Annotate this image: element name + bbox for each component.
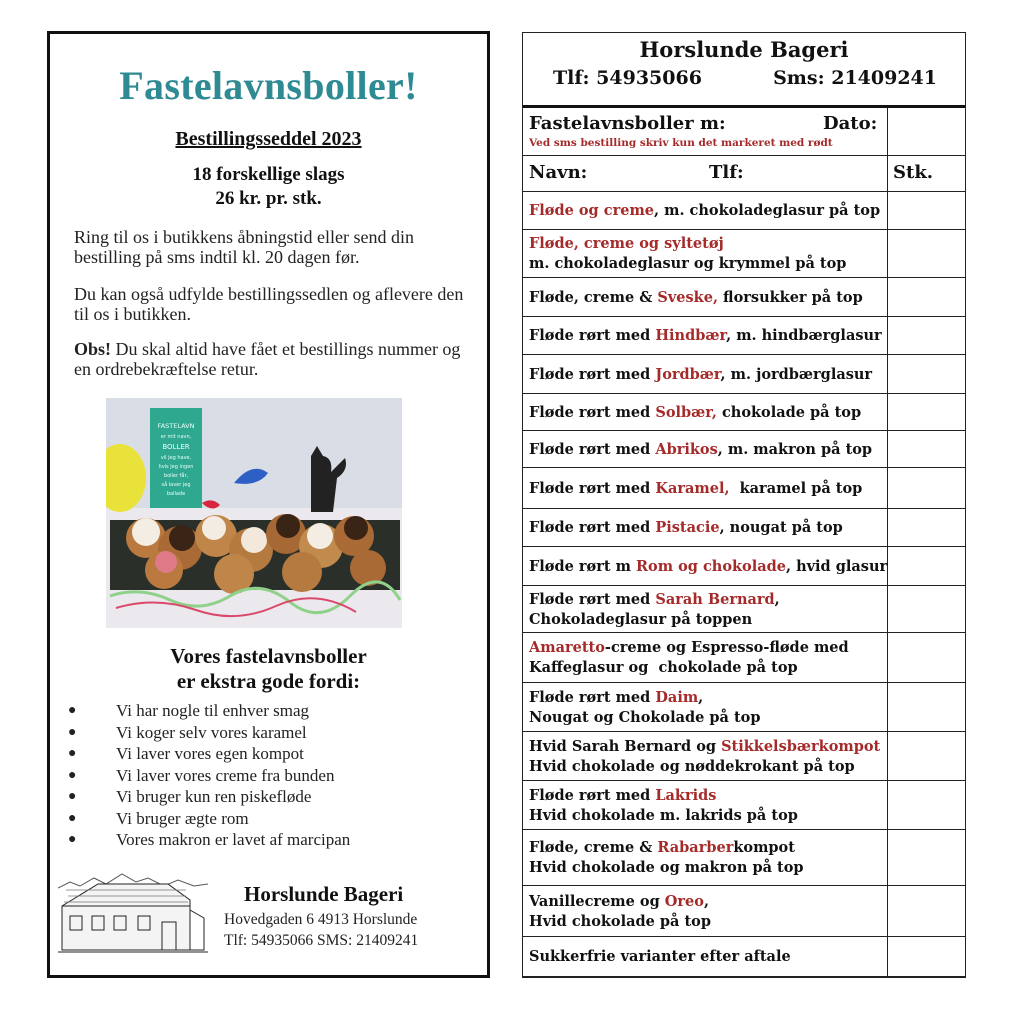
form-shop-name: Horslunde Bageri xyxy=(639,37,849,62)
bullet-icon: ● xyxy=(68,767,77,783)
photo-sign-line: så laver jeg xyxy=(161,482,191,488)
item-description xyxy=(529,737,883,777)
item-description xyxy=(529,892,883,932)
order-form xyxy=(522,32,966,978)
list-item xyxy=(68,808,350,830)
item-text: , xyxy=(703,893,710,910)
item-line xyxy=(529,806,883,826)
reason-text: Vores makron er lavet af marcipan xyxy=(116,830,351,849)
item-text: Fløde rørt med xyxy=(529,591,656,608)
item-text: , xyxy=(698,689,704,706)
list-item xyxy=(523,278,965,317)
variety-count: 18 forskellige slags xyxy=(192,164,345,185)
list-item xyxy=(523,431,965,468)
pastry-photo-illustration xyxy=(106,398,402,628)
photo-sign-line: hvis jeg ingen xyxy=(158,464,194,470)
reasons-heading-line-2: er ekstra gode fordi: xyxy=(176,669,361,693)
item-text: Nougat og Chokolade på top xyxy=(529,709,761,726)
item-text: Fløde rørt m xyxy=(529,558,636,575)
column-header-row xyxy=(523,156,965,192)
shop-address: Hovedgaden 6 4913 Horslunde xyxy=(224,911,418,928)
reason-text: Vi laver vores egen kompot xyxy=(116,744,304,763)
list-item xyxy=(523,317,965,355)
item-description xyxy=(529,479,883,499)
item-line xyxy=(529,479,883,499)
item-line xyxy=(529,688,883,708)
list-item xyxy=(68,700,350,722)
item-line xyxy=(529,234,883,254)
item-description xyxy=(529,638,883,678)
phone-label: Tlf: xyxy=(709,162,744,183)
flavor-highlight: Rabarber xyxy=(657,839,734,856)
reasons-heading-line-1: Vores fastelavnsboller xyxy=(170,644,367,668)
reason-text: Vi koger selv vores karamel xyxy=(116,722,307,742)
item-line xyxy=(529,254,883,274)
item-text: m. chokoladeglasur og krymmel på top xyxy=(529,255,847,272)
date-label: Dato: xyxy=(823,113,878,134)
item-description xyxy=(529,838,883,878)
flavor-highlight: Rom og chokolade xyxy=(635,558,786,575)
photo-sign-line: ballade xyxy=(166,491,186,497)
item-line xyxy=(529,786,883,806)
item-description xyxy=(529,403,883,423)
item-text: Sukkerfrie varianter efter aftale xyxy=(529,948,791,965)
reason-text: Vi bruger kun ren piskefløde xyxy=(116,787,312,806)
item-text: Fløde rørt med xyxy=(529,787,656,804)
item-text: , m. jordbærglasur xyxy=(720,366,873,383)
item-line xyxy=(529,288,883,308)
quantity-label: Stk. xyxy=(893,162,934,183)
item-line xyxy=(529,757,883,777)
flavor-highlight: Stikkelsbærkompot xyxy=(721,738,881,755)
bakery-sketch xyxy=(58,866,208,956)
item-description xyxy=(529,688,883,728)
item-description xyxy=(529,201,883,221)
item-line xyxy=(529,638,883,658)
list-item xyxy=(523,192,965,230)
obs-label: Obs! xyxy=(74,339,112,359)
list-item xyxy=(523,547,965,586)
item-description xyxy=(529,947,883,967)
item-line xyxy=(529,403,883,423)
item-line xyxy=(529,610,883,630)
order-header-label: Fastelavnsboller m: xyxy=(529,113,726,134)
pastry-photo xyxy=(106,398,402,628)
list-item xyxy=(523,683,965,732)
item-text: , m. chokoladeglasur på top xyxy=(654,202,881,219)
flavor-highlight: Amaretto xyxy=(529,639,605,656)
reason-text: Vi har nogle til enhver smag xyxy=(116,701,310,720)
item-text: Kaffeglasur og chokolade på top xyxy=(529,659,798,676)
list-item xyxy=(523,937,965,977)
item-description xyxy=(529,234,883,274)
flyer-panel xyxy=(47,31,490,978)
list-item xyxy=(523,509,965,547)
item-line xyxy=(529,557,888,577)
item-description xyxy=(529,326,883,346)
item-text: , xyxy=(774,591,780,608)
item-line xyxy=(529,518,883,538)
item-text: Fløde rørt med xyxy=(529,327,656,344)
name-label: Navn: xyxy=(529,162,588,183)
item-text: , m. hindbærglasur xyxy=(726,327,882,344)
sms-note: Ved sms bestilling skriv kun det markeret med rødt xyxy=(529,137,833,149)
shop-contact: Tlf: 54935066 SMS: 21409241 xyxy=(224,932,419,949)
item-text: Fløde rørt med xyxy=(529,689,656,706)
item-text: Fløde rørt med xyxy=(529,519,656,536)
flavor-highlight: Daim xyxy=(655,689,699,706)
flavor-highlight: Fløde og creme xyxy=(529,202,655,219)
item-line xyxy=(529,658,883,678)
item-text: karamel på top xyxy=(729,480,863,497)
item-text: Vanillecreme og xyxy=(529,893,665,910)
item-text: Hvid chokolade og nøddekrokant på top xyxy=(529,758,855,775)
list-item xyxy=(523,830,965,886)
item-text: -creme og Espresso-fløde med xyxy=(604,639,849,656)
reason-text: Vi bruger ægte rom xyxy=(116,808,249,828)
item-text: Fløde rørt med xyxy=(529,480,656,497)
item-text: Chokoladeglasur på toppen xyxy=(529,611,753,628)
item-text: , hvid glasur xyxy=(785,558,888,575)
item-line xyxy=(529,201,883,221)
flyer-title: Fastelavnsboller! xyxy=(119,63,418,108)
form-sms: Sms: 21409241 xyxy=(773,67,937,89)
list-item xyxy=(68,829,350,851)
item-text: , nougat på top xyxy=(719,519,843,536)
item-line xyxy=(529,737,883,757)
flavor-highlight: Karamel, xyxy=(655,480,730,497)
list-item xyxy=(523,732,965,781)
item-text: , m. makron på top xyxy=(717,441,873,458)
item-description xyxy=(529,518,883,538)
form-header xyxy=(523,33,965,108)
list-item xyxy=(68,765,350,787)
list-item xyxy=(523,781,965,830)
item-line xyxy=(529,590,883,610)
ordering-instructions: Ring til os i butikkens åbningstid eller send din bestilling på sms indtil kl. 20 dagen før. xyxy=(74,227,414,267)
item-text: Fløde rørt med xyxy=(529,366,656,383)
item-text: chokolade på top xyxy=(716,404,862,421)
flavor-highlight: Lakrids xyxy=(655,787,717,804)
bullet-icon: ● xyxy=(68,810,77,826)
flavor-highlight: Hindbær xyxy=(655,327,727,344)
item-description xyxy=(529,440,883,460)
flavor-highlight: Pistacie xyxy=(655,519,720,536)
reasons-heading xyxy=(50,644,487,694)
item-text: florsukker på top xyxy=(718,289,863,306)
item-description xyxy=(529,288,883,308)
reason-text: Vi laver vores creme fra bunden xyxy=(116,765,335,785)
bullet-icon: ● xyxy=(68,789,77,804)
bullet-icon: ● xyxy=(68,746,77,761)
item-line xyxy=(529,947,883,967)
item-line xyxy=(529,858,883,878)
bakery-building-drawing xyxy=(58,866,208,956)
reasons-list xyxy=(68,700,350,851)
list-item xyxy=(68,743,350,765)
list-item xyxy=(68,722,350,744)
shop-name: Horslunde Bageri xyxy=(244,882,404,906)
item-line xyxy=(529,365,883,385)
flavor-highlight: Sarah Bernard xyxy=(655,591,775,608)
item-line xyxy=(529,440,883,460)
flavor-highlight: Solbær, xyxy=(655,404,717,421)
photo-sign-line: vil jeg have, xyxy=(160,455,192,461)
item-description xyxy=(529,590,883,630)
bullet-icon: ● xyxy=(68,832,77,847)
list-item xyxy=(523,586,965,633)
list-item xyxy=(523,886,965,937)
list-item xyxy=(523,633,965,683)
item-line xyxy=(529,326,883,346)
item-text: Hvid chokolade og makron på top xyxy=(529,859,804,876)
price-line: 26 kr. pr. stk. xyxy=(215,188,322,209)
item-line xyxy=(529,708,883,728)
form-phone: Tlf: 54935066 xyxy=(553,67,702,89)
in-store-instructions: Du kan også udfylde bestillingssedlen og aflevere den til os i butikken. xyxy=(74,284,464,324)
item-text: Hvid chokolade m. lakrids på top xyxy=(529,807,798,824)
bullet-icon: ● xyxy=(68,724,77,740)
item-text: Fløde rørt med xyxy=(529,441,656,458)
list-item xyxy=(523,230,965,278)
bullet-icon: ● xyxy=(68,703,77,718)
item-line xyxy=(529,838,883,858)
list-item xyxy=(68,786,350,808)
item-text: kompot xyxy=(733,839,795,856)
flavor-highlight: Oreo xyxy=(664,893,704,910)
flavor-highlight: Fløde, creme og syltetøj xyxy=(529,235,724,252)
item-text: Fløde rørt med xyxy=(529,404,656,421)
confirmation-text: Du skal altid have fået et bestillings nummer og en ordrebekræftelse retur. xyxy=(74,339,461,379)
photo-sign-line: boller får, xyxy=(163,473,189,479)
item-text: Fløde, creme & xyxy=(529,289,658,306)
flavor-highlight: Sveske, xyxy=(657,289,718,306)
item-description xyxy=(529,786,883,826)
order-form-subtitle: Bestillingsseddel 2023 xyxy=(175,128,362,150)
list-item xyxy=(523,355,965,394)
item-line xyxy=(529,892,883,912)
item-text: Hvid Sarah Bernard og xyxy=(529,738,722,755)
list-item xyxy=(523,394,965,431)
item-description xyxy=(529,557,888,577)
item-text: Fløde, creme & xyxy=(529,839,658,856)
item-description xyxy=(529,365,883,385)
list-item xyxy=(523,468,965,509)
confirmation-notice xyxy=(74,339,474,379)
order-header-row xyxy=(523,108,965,156)
item-text: Hvid chokolade på top xyxy=(529,913,711,930)
photo-sign-line: FASTELAVN xyxy=(157,422,195,430)
photo-sign-line: BOLLER xyxy=(162,443,190,451)
flavor-highlight: Abrikos xyxy=(655,441,718,458)
flavor-highlight: Jordbær xyxy=(655,366,721,383)
photo-sign-line: er mit navn, xyxy=(160,434,192,440)
item-line xyxy=(529,912,883,932)
